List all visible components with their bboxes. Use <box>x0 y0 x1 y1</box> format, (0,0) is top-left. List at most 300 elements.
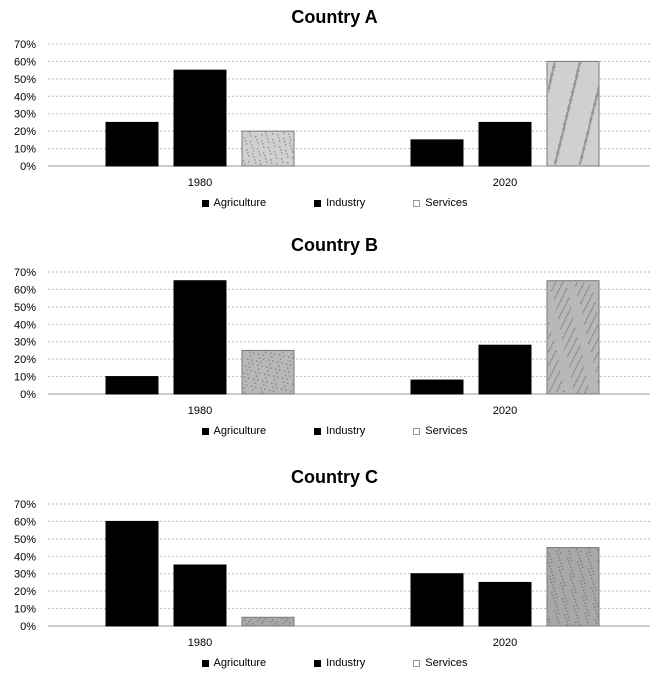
bar-texture-dot <box>259 357 260 358</box>
bar-texture-dot <box>588 559 589 560</box>
bar-texture-dot <box>586 619 587 620</box>
bar-texture-dot <box>289 360 290 361</box>
bar-texture-dot <box>561 576 562 577</box>
bar-texture-dot <box>583 311 584 312</box>
bar-texture-dot <box>280 358 281 359</box>
bar-texture-dot <box>553 286 554 287</box>
bar-texture-dot <box>282 161 283 162</box>
bar-services-1980 <box>242 350 294 394</box>
bar-texture-dot <box>252 363 253 364</box>
bar-texture-dot <box>255 136 256 137</box>
bar-texture-dot <box>552 585 553 586</box>
bar-texture-dot <box>582 148 583 149</box>
bar-texture-dot <box>576 352 577 353</box>
bar-texture-dot <box>594 359 595 360</box>
bar-texture-dot <box>270 621 271 622</box>
bar-texture-dot <box>573 83 574 84</box>
bar-texture-dot <box>566 288 567 289</box>
bar-texture-dot <box>585 307 586 308</box>
legend-label: Industry <box>326 657 366 669</box>
bar-texture-dot <box>559 550 560 551</box>
bar-texture-dot <box>257 148 258 149</box>
legend-item-agriculture <box>202 196 267 210</box>
bar-texture-dot <box>596 92 597 93</box>
bar-texture-dot <box>565 117 566 118</box>
bar-texture-dot <box>574 328 575 329</box>
bar-texture-dot <box>283 381 284 382</box>
bar-texture-dot <box>561 381 562 382</box>
bar-texture-dot <box>581 356 582 357</box>
bar-texture-dot <box>552 288 553 289</box>
bar-texture-dot <box>564 595 565 596</box>
bar-texture-dot <box>555 351 556 352</box>
bar-texture-dot <box>559 560 560 561</box>
bar-texture-dot <box>566 601 567 602</box>
bar-texture-dot <box>284 141 285 142</box>
bar-texture-dot <box>584 142 585 143</box>
bar-texture-dot <box>268 141 269 142</box>
bar-texture-dot <box>566 611 567 612</box>
bar-texture-dot <box>262 143 263 144</box>
bar-texture-dot <box>562 579 563 580</box>
bar-texture-dot <box>581 384 582 385</box>
bar-texture-dot <box>247 373 248 374</box>
bar-texture-dot <box>289 142 290 143</box>
bar-texture-dot <box>594 587 595 588</box>
bar-texture-dot <box>259 154 260 155</box>
bar-texture-dot <box>251 144 252 145</box>
bar-texture-dot <box>590 297 591 298</box>
bar-texture-dot <box>565 608 566 609</box>
bar-texture-dot <box>274 151 275 152</box>
bar-texture-dot <box>579 558 580 559</box>
bar-texture-dot <box>570 350 571 351</box>
bar-texture-dot <box>269 363 270 364</box>
bar-texture-dot <box>250 619 251 620</box>
bar-texture-dot <box>586 134 587 135</box>
bar-texture-dot <box>551 592 552 593</box>
bar-texture-dot <box>554 611 555 612</box>
bar-texture-dot <box>578 348 579 349</box>
bar-texture-dot <box>574 356 575 357</box>
bar-texture-dot <box>563 322 564 323</box>
bar-texture-dot <box>593 594 594 595</box>
bar-texture-dot <box>548 379 549 380</box>
bar-texture-dot <box>555 282 556 283</box>
bar-texture-dot <box>583 600 584 601</box>
bar-texture-dot <box>252 389 253 390</box>
bar-texture-dot <box>580 372 581 373</box>
bar-texture-dot <box>261 365 262 366</box>
bar-texture-dot <box>588 615 589 616</box>
bar-texture-dot <box>554 353 555 354</box>
bar-texture-dot <box>586 388 587 389</box>
bar-texture-dot <box>574 609 575 610</box>
bar-texture-dot <box>561 312 562 313</box>
bar-texture-dot <box>256 375 257 376</box>
bar-texture-dot <box>587 303 588 304</box>
bar-texture-dot <box>584 613 585 614</box>
y-tick-label: 40% <box>13 91 36 104</box>
bar-texture-dot <box>566 112 567 113</box>
bar-texture-dot <box>578 64 579 65</box>
bar-texture-dot <box>554 284 555 285</box>
bar-texture-dot <box>571 362 572 363</box>
bar-texture-dot <box>253 378 254 379</box>
bar-texture-dot <box>560 383 561 384</box>
bar-texture-dot <box>571 376 572 377</box>
bar-texture-dot <box>560 563 561 564</box>
bar-texture-dot <box>569 620 570 621</box>
bar-texture-dot <box>574 384 575 385</box>
bar-texture-dot <box>560 553 561 554</box>
bar-texture-dot <box>285 150 286 151</box>
bar-texture-dot <box>561 586 562 587</box>
bar-texture-dot <box>549 79 550 80</box>
legend-label: Industry <box>326 425 366 437</box>
bar-texture-dot <box>562 589 563 590</box>
chart-panel-country-a <box>0 6 669 226</box>
bar-texture-dot <box>563 336 564 337</box>
bar-texture-dot <box>567 614 568 615</box>
bar-texture-dot <box>258 353 259 354</box>
bar-texture-dot <box>567 109 568 110</box>
bar-texture-dot <box>580 358 581 359</box>
bar-texture-dot <box>576 549 577 550</box>
bar-texture-dot <box>548 619 549 620</box>
bar-texture-dot <box>596 355 597 356</box>
bar-texture-dot <box>579 163 580 164</box>
bar-texture-dot <box>556 607 557 608</box>
bar-texture-dot <box>569 366 570 367</box>
bar-texture-dot <box>254 382 255 383</box>
bar-texture-dot <box>285 144 286 145</box>
bar-texture-dot <box>590 555 591 556</box>
bar-texture-dot <box>576 366 577 367</box>
bar-texture-dot <box>271 162 272 163</box>
bar-texture-dot <box>248 621 249 622</box>
bar-texture-dot <box>591 578 592 579</box>
bar-texture-dot <box>588 301 589 302</box>
x-tick-label: 1980 <box>187 405 213 417</box>
legend-label: Services <box>425 657 468 669</box>
bar-texture-dot <box>551 582 552 583</box>
bar-texture-dot <box>561 298 562 299</box>
bar-texture-dot <box>585 596 586 597</box>
bar-texture-dot <box>253 352 254 353</box>
bar-texture-dot <box>562 282 563 283</box>
bar-texture-dot <box>587 386 588 387</box>
bar-texture-dot <box>577 562 578 563</box>
bar-texture-dot <box>557 306 558 307</box>
bar-texture-dot <box>582 382 583 383</box>
bar-texture-dot <box>593 574 594 575</box>
bar-texture-dot <box>576 615 577 616</box>
bar-texture-dot <box>597 325 598 326</box>
bar-texture-dot <box>595 329 596 330</box>
bar-texture-dot <box>573 85 574 86</box>
bar-texture-dot <box>265 618 266 619</box>
bar-texture-dot <box>291 148 292 149</box>
bar-texture-dot <box>267 138 268 139</box>
bar-texture-dot <box>243 387 244 388</box>
bar-texture-dot <box>577 67 578 68</box>
bar-texture-dot <box>564 120 565 121</box>
bar-texture-dot <box>594 597 595 598</box>
bar-texture-dot <box>276 387 277 388</box>
bar-texture-dot <box>575 592 576 593</box>
bar-texture-dot <box>276 163 277 164</box>
bar-texture-dot <box>575 612 576 613</box>
bar-texture-dot <box>285 374 286 375</box>
bar-texture-dot <box>585 390 586 391</box>
bar-texture-dot <box>575 75 576 76</box>
bar-texture-dot <box>581 564 582 565</box>
bar-texture-dot <box>585 293 586 294</box>
bar-texture-dot <box>571 590 572 591</box>
bar-texture-dot <box>251 359 252 360</box>
bar-texture-dot <box>548 90 549 91</box>
bar-texture-dot <box>552 371 553 372</box>
bar-texture-dot <box>290 390 291 391</box>
bar-texture-dot <box>579 374 580 375</box>
bar-texture-dot <box>580 551 581 552</box>
bar-texture-dot <box>572 332 573 333</box>
bar-texture-dot <box>279 146 280 147</box>
bar-texture-dot <box>592 108 593 109</box>
bar-texture-dot <box>586 305 587 306</box>
bar-texture-dot <box>589 121 590 122</box>
bar-texture-dot <box>248 161 249 162</box>
bar-texture-dot <box>283 132 284 133</box>
bar-texture-dot <box>553 63 554 64</box>
bar-texture-dot <box>273 390 274 391</box>
legend-item-industry <box>314 424 365 438</box>
legend-label: Industry <box>326 197 366 209</box>
y-tick-label: 0% <box>20 621 36 633</box>
bar-texture-dot <box>582 587 583 588</box>
bar-texture-dot <box>255 386 256 387</box>
bar-texture-dot <box>558 318 559 319</box>
legend-swatch <box>314 428 321 435</box>
bar-texture-dot <box>591 309 592 310</box>
bar-texture-dot <box>284 385 285 386</box>
bar-texture-dot <box>552 595 553 596</box>
bar-texture-dot <box>579 291 580 292</box>
bar-texture-dot <box>274 379 275 380</box>
bar-texture-dot <box>590 575 591 576</box>
bar-texture-dot <box>562 130 563 131</box>
bar-texture-dot <box>286 153 287 154</box>
bar-texture-dot <box>585 616 586 617</box>
bar-texture-dot <box>584 140 585 141</box>
bar-texture-dot <box>571 570 572 571</box>
bar-texture-dot <box>264 388 265 389</box>
bar-texture-dot <box>577 364 578 365</box>
x-tick-label: 1980 <box>187 177 213 189</box>
bar-texture-dot <box>550 74 551 75</box>
bar-texture-dot <box>555 614 556 615</box>
y-tick-label: 40% <box>13 551 36 564</box>
bar-texture-dot <box>585 606 586 607</box>
bar-texture-dot <box>253 150 254 151</box>
bar-texture-dot <box>567 604 568 605</box>
bar-texture-dot <box>557 389 558 390</box>
bar-texture-dot <box>250 135 251 136</box>
y-tick-label: 30% <box>13 568 36 581</box>
bar-texture-dot <box>572 318 573 319</box>
bar-texture-dot <box>587 289 588 290</box>
bar-texture-dot <box>261 134 262 135</box>
bar-texture-dot <box>571 91 572 92</box>
bar-texture-dot <box>283 138 284 139</box>
bar-texture-dot <box>569 564 570 565</box>
bar-texture-dot <box>274 353 275 354</box>
bar-texture-dot <box>557 292 558 293</box>
bar-texture-dot <box>595 371 596 372</box>
bar-texture-dot <box>597 89 598 90</box>
bar-texture-dot <box>585 321 586 322</box>
bar-texture-dot <box>582 150 583 151</box>
bar-texture-dot <box>575 382 576 383</box>
bar-texture-dot <box>586 132 587 133</box>
bar-texture-dot <box>550 559 551 560</box>
bar-chart-country-a <box>0 34 669 189</box>
bar-texture-dot <box>593 333 594 334</box>
bar-texture-dot <box>584 323 585 324</box>
bar-texture-dot <box>576 338 577 339</box>
y-tick-label: 10% <box>13 371 36 384</box>
bar-texture-dot <box>244 163 245 164</box>
bar-texture-dot <box>579 346 580 347</box>
bar-texture-dot <box>572 374 573 375</box>
bar-texture-dot <box>249 366 250 367</box>
bar-texture-dot <box>589 313 590 314</box>
bar-texture-dot <box>586 609 587 610</box>
bar-texture-dot <box>549 391 550 392</box>
bar-texture-dot <box>290 139 291 140</box>
bar-texture-dot <box>562 569 563 570</box>
bar-texture-dot <box>558 304 559 305</box>
bar-texture-dot <box>574 589 575 590</box>
bar-texture-dot <box>272 386 273 387</box>
bar-texture-dot <box>256 360 257 361</box>
bar-texture-dot <box>557 361 558 362</box>
bar-texture-dot <box>564 615 565 616</box>
bar-texture-dot <box>557 149 558 150</box>
bar-texture-dot <box>272 360 273 361</box>
bar-texture-dot <box>289 622 290 623</box>
bar-texture-dot <box>281 158 282 159</box>
bar-texture-dot <box>570 364 571 365</box>
bar-texture-dot <box>563 123 564 124</box>
bar-texture-dot <box>561 284 562 285</box>
bar-texture-dot <box>569 99 570 100</box>
bar-texture-dot <box>254 159 255 160</box>
bar-texture-dot <box>549 622 550 623</box>
bar-texture-dot <box>556 294 557 295</box>
bar-texture-dot <box>565 598 566 599</box>
bar-texture-dot <box>279 140 280 141</box>
bar-texture-dot <box>250 141 251 142</box>
bar-texture-dot <box>586 291 587 292</box>
bar-texture-dot <box>597 367 598 368</box>
bar-texture-dot <box>587 331 588 332</box>
legend-label: Services <box>425 197 468 209</box>
bar-texture-dot <box>575 77 576 78</box>
bar-texture-dot <box>556 308 557 309</box>
bar-texture-dot <box>568 561 569 562</box>
bar-texture-dot <box>556 391 557 392</box>
bar-texture-dot <box>570 567 571 568</box>
bar-texture-dot <box>597 353 598 354</box>
bar-texture-dot <box>556 154 557 155</box>
bar-texture-dot <box>552 385 553 386</box>
bar-texture-dot <box>248 155 249 156</box>
bar-texture-dot <box>243 160 244 161</box>
bar-texture-dot <box>282 351 283 352</box>
legend-swatch <box>413 428 420 435</box>
bar-texture-dot <box>555 296 556 297</box>
bar-texture-dot <box>257 364 258 365</box>
x-tick-label: 2020 <box>492 177 518 189</box>
bar-texture-dot <box>549 335 550 336</box>
bar-texture-dot <box>576 605 577 606</box>
bar-texture-dot <box>264 373 265 374</box>
bar-texture-dot <box>591 568 592 569</box>
legend-item-agriculture <box>202 656 267 670</box>
bar-texture-dot <box>573 576 574 577</box>
bar-texture-dot <box>565 115 566 116</box>
bar-texture-dot <box>549 556 550 557</box>
bar-texture-dot <box>586 599 587 600</box>
bar-texture-dot <box>596 623 597 624</box>
bar-texture-dot <box>266 366 267 367</box>
bar-texture-dot <box>557 610 558 611</box>
bar-texture-dot <box>281 388 282 389</box>
bar-texture-dot <box>582 567 583 568</box>
bar-texture-dot <box>587 556 588 557</box>
bar-texture-dot <box>588 315 589 316</box>
bar-texture-dot <box>555 604 556 605</box>
bar-texture-dot <box>558 144 559 145</box>
bar-texture-dot <box>588 343 589 344</box>
bar-texture-dot <box>259 618 260 619</box>
bar-texture-dot <box>249 351 250 352</box>
bar-texture-dot <box>580 386 581 387</box>
bar-texture-dot <box>550 389 551 390</box>
bar-industry-1980 <box>174 565 226 626</box>
bar-texture-dot <box>263 620 264 621</box>
bar-texture-dot <box>268 374 269 375</box>
bar-texture-dot <box>569 324 570 325</box>
bar-texture-dot <box>259 160 260 161</box>
bar-texture-dot <box>597 381 598 382</box>
bar-texture-dot <box>582 299 583 300</box>
bar-texture-dot <box>577 378 578 379</box>
bar-texture-dot <box>590 325 591 326</box>
y-tick-label: 60% <box>13 516 36 529</box>
bar-texture-dot <box>594 345 595 346</box>
bar-texture-dot <box>593 361 594 362</box>
bar-texture-dot <box>588 124 589 125</box>
bar-texture-dot <box>568 354 569 355</box>
legend-item-industry <box>314 656 365 670</box>
bar-texture-dot <box>594 303 595 304</box>
bar-texture-dot <box>579 624 580 625</box>
bar-texture-dot <box>578 565 579 566</box>
bar-texture-dot <box>578 555 579 556</box>
